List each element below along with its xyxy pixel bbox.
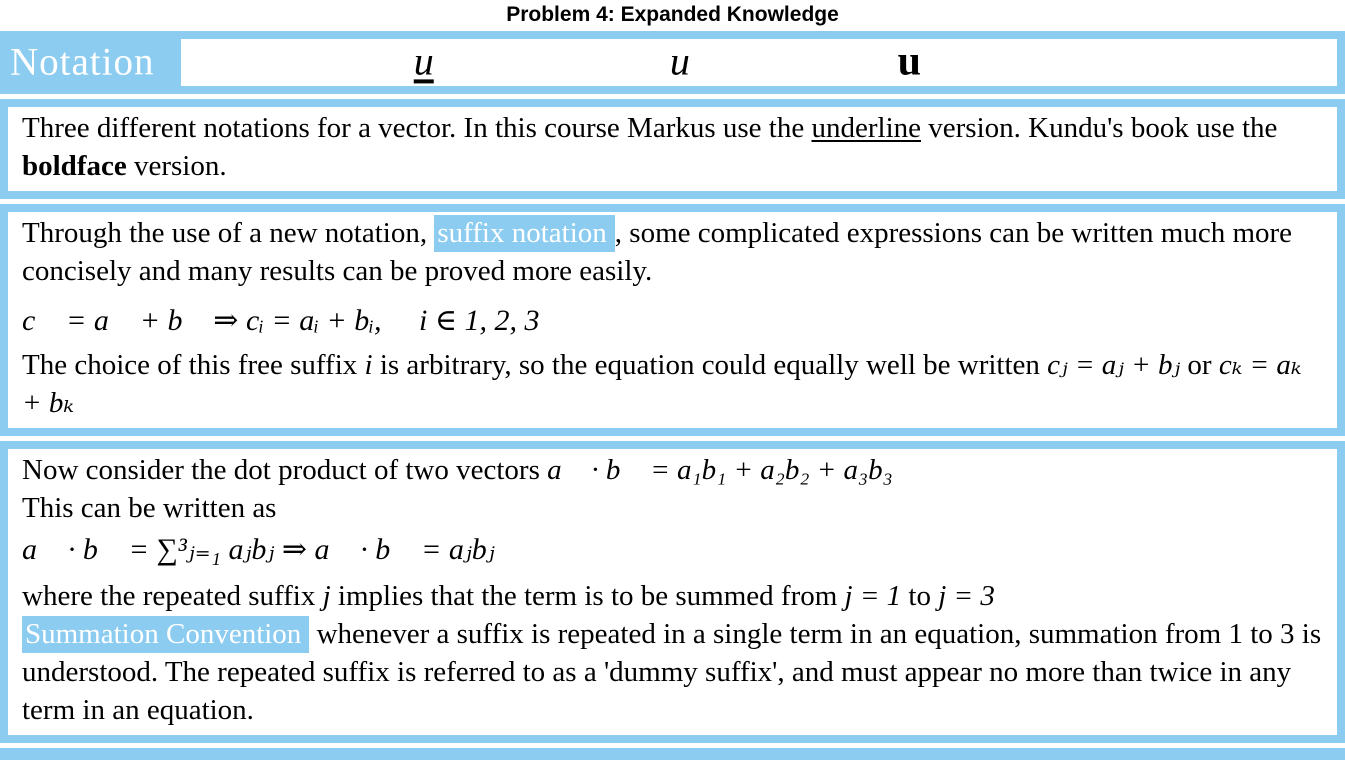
text-segment: version. bbox=[126, 150, 227, 182]
text-segment: implies that the term is to be summed from bbox=[330, 580, 845, 612]
text-segment: where the repeated suffix bbox=[22, 580, 323, 612]
underline-word: underline bbox=[811, 112, 921, 144]
notation-description-paragraph bbox=[22, 109, 1323, 185]
dot-product-line bbox=[22, 451, 1323, 489]
math-j-equals-3: j = 3 bbox=[938, 580, 995, 612]
text-segment: is arbitrary, so the equation could equally well be written bbox=[372, 349, 1048, 381]
summation-convention-highlight: Summation Convention bbox=[22, 616, 309, 653]
block-summation-convention-content bbox=[8, 449, 1337, 735]
arrow-vector-symbol: u⃗ bbox=[669, 37, 721, 83]
text-segment: Now consider the dot product of two vectors bbox=[22, 454, 548, 486]
page-title: Problem 4: Expanded Knowledge bbox=[506, 3, 839, 26]
boldface-word: boldface bbox=[22, 150, 127, 182]
block-notation-description-content bbox=[8, 107, 1337, 191]
text-segment: Three different notations for a vector. In this course Markus use the bbox=[22, 112, 812, 144]
text-segment: The choice of this free suffix bbox=[22, 349, 365, 381]
boldface-vector-symbol: u bbox=[897, 37, 921, 84]
math-j: j bbox=[322, 580, 331, 612]
math-i: i bbox=[364, 349, 373, 381]
dot-product-equation: a⃗ · b⃗ = a₁b₁ + a₂b₂ + a₃b₃ bbox=[547, 454, 893, 486]
vector-sum-equation: c⃗ = a⃗ + b⃗ ⇒ cᵢ = aᵢ + bᵢ, i ∈ 1, 2, 3 bbox=[22, 304, 540, 337]
notation-values-cell bbox=[181, 39, 1337, 86]
text-segment: whenever a suffix is repeated in a single term in an equation, summation from 1 to 3 is understood. The repeated suffix is referred to as a 'dummy suffix', and must appear no more than twice in any term in an equation. bbox=[22, 618, 1322, 726]
text-segment: Through the use of a new notation, bbox=[22, 217, 435, 249]
math-ck-equation: cₖ = aₖ + bₖ bbox=[22, 349, 1302, 419]
text-segment: or bbox=[1180, 349, 1219, 381]
block-notation-description bbox=[0, 99, 1345, 199]
block-suffix-notation-content bbox=[8, 212, 1337, 428]
written-as-line: This can be written as bbox=[22, 492, 277, 524]
math-j-equals-1: j = 1 bbox=[844, 580, 902, 612]
summation-convention-paragraph bbox=[22, 615, 1323, 729]
block-suffix-notation bbox=[0, 204, 1345, 436]
text-segment: version. Kundu's book use the bbox=[921, 112, 1278, 144]
next-block-top-edge bbox=[0, 748, 1345, 760]
free-suffix-paragraph bbox=[22, 346, 1323, 422]
text-segment: , some complicated expressions can be written much more concisely and many results can be proved more easily. bbox=[22, 217, 1293, 287]
underline-vector-symbol: u bbox=[413, 37, 434, 83]
suffix-notation-highlight: suffix notation bbox=[434, 215, 614, 252]
notation-label: Notation bbox=[10, 40, 155, 84]
suffix-notation-paragraph bbox=[22, 214, 1323, 290]
text-segment: to bbox=[901, 580, 939, 612]
summation-equation: a⃗ · b⃗ = ∑³ⱼ₌₁ aⱼbⱼ ⇒ a⃗ · b⃗ = aⱼbⱼ bbox=[22, 533, 495, 566]
repeated-suffix-line bbox=[22, 577, 1323, 615]
notation-row bbox=[0, 31, 1345, 94]
block-summation-convention bbox=[0, 441, 1345, 743]
math-cj-equation: cⱼ = aⱼ + bⱼ bbox=[1047, 349, 1181, 381]
